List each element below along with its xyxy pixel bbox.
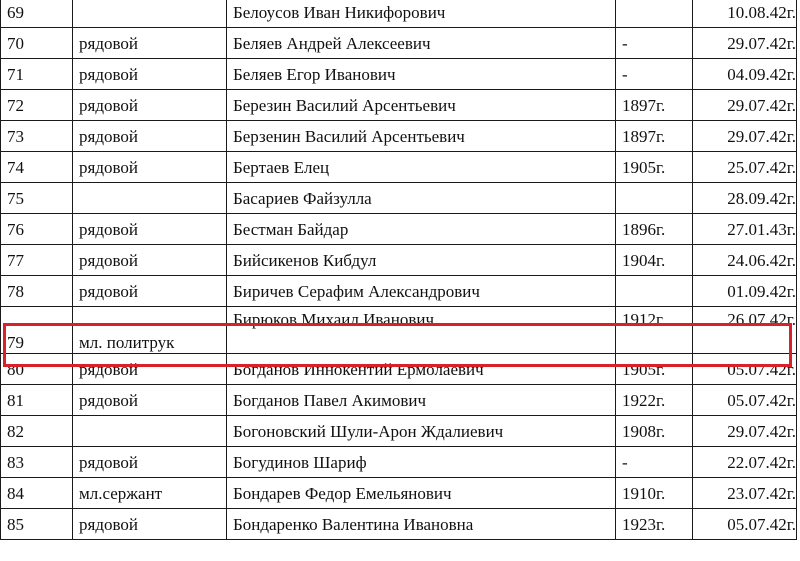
row-name: Богданов Павел Акимович <box>227 385 616 416</box>
row-rank: рядовой <box>73 509 227 540</box>
row-rank: рядовой <box>73 152 227 183</box>
row-number: 79 <box>1 307 73 354</box>
row-year: 1923г. <box>616 509 693 540</box>
table-row <box>1 245 797 276</box>
row-number: 77 <box>1 245 73 276</box>
row-rank: мл. политрук <box>73 307 227 354</box>
row-date: 28.09.42г. <box>693 183 797 214</box>
row-year: 1912г. <box>616 307 693 354</box>
row-rank: рядовой <box>73 245 227 276</box>
row-year: 1908г. <box>616 416 693 447</box>
row-date: 01.09.42г. <box>693 276 797 307</box>
row-number: 70 <box>1 28 73 59</box>
table-row <box>1 121 797 152</box>
row-name: Беляев Егор Иванович <box>227 59 616 90</box>
table-row <box>1 416 797 447</box>
row-number: 78 <box>1 276 73 307</box>
table-row <box>1 478 797 509</box>
row-date: 23.07.42г. <box>693 478 797 509</box>
row-year: 1904г. <box>616 245 693 276</box>
row-date: 27.01.43г. <box>693 214 797 245</box>
row-year: - <box>616 447 693 478</box>
row-year: 1896г. <box>616 214 693 245</box>
row-name: Бертаев Елец <box>227 152 616 183</box>
row-rank: рядовой <box>73 121 227 152</box>
row-number: 84 <box>1 478 73 509</box>
row-number: 69 <box>1 0 73 28</box>
table-row <box>1 59 797 90</box>
table-row <box>1 90 797 121</box>
table-row-highlighted <box>1 307 797 354</box>
row-number: 83 <box>1 447 73 478</box>
row-date: 29.07.42г. <box>693 28 797 59</box>
row-name: Берзенин Василий Арсентьевич <box>227 121 616 152</box>
row-date: 29.07.42г. <box>693 121 797 152</box>
row-rank <box>73 0 227 28</box>
table-row <box>1 152 797 183</box>
row-number: 80 <box>1 354 73 385</box>
row-date: 22.07.42г. <box>693 447 797 478</box>
row-rank: рядовой <box>73 447 227 478</box>
row-rank: рядовой <box>73 90 227 121</box>
row-number: 72 <box>1 90 73 121</box>
row-year: 1905г. <box>616 354 693 385</box>
row-date: 05.07.42г. <box>693 385 797 416</box>
row-year <box>616 0 693 28</box>
row-number: 82 <box>1 416 73 447</box>
table-row <box>1 509 797 540</box>
row-name: Басариев Файзулла <box>227 183 616 214</box>
table-row <box>1 0 797 28</box>
table-row <box>1 183 797 214</box>
row-name: Белоусов Иван Никифорович <box>227 0 616 28</box>
row-year: - <box>616 28 693 59</box>
row-rank <box>73 183 227 214</box>
table-row <box>1 354 797 385</box>
row-rank: рядовой <box>73 385 227 416</box>
row-rank: рядовой <box>73 59 227 90</box>
row-number: 76 <box>1 214 73 245</box>
row-name: Березин Василий Арсентьевич <box>227 90 616 121</box>
row-year: 1910г. <box>616 478 693 509</box>
row-date: 24.06.42г. <box>693 245 797 276</box>
row-year <box>616 183 693 214</box>
row-year: 1897г. <box>616 121 693 152</box>
row-name: Богданов Иннокентий Ермолаевич <box>227 354 616 385</box>
row-year: 1905г. <box>616 152 693 183</box>
row-name: Богудинов Шариф <box>227 447 616 478</box>
row-date: 25.07.42г. <box>693 152 797 183</box>
row-date: 26.07.42г. <box>693 307 797 354</box>
row-year: 1897г. <box>616 90 693 121</box>
row-rank: рядовой <box>73 354 227 385</box>
row-number: 81 <box>1 385 73 416</box>
row-name: Биричев Серафим Александрович <box>227 276 616 307</box>
row-number: 74 <box>1 152 73 183</box>
row-rank: рядовой <box>73 276 227 307</box>
row-name: Бондаренко Валентина Ивановна <box>227 509 616 540</box>
row-name: Бийсикенов Кибдул <box>227 245 616 276</box>
row-year: - <box>616 59 693 90</box>
row-number: 85 <box>1 509 73 540</box>
table-row <box>1 276 797 307</box>
row-name: Бестман Байдар <box>227 214 616 245</box>
row-rank: мл.сержант <box>73 478 227 509</box>
row-rank: рядовой <box>73 28 227 59</box>
row-name: Богоновский Шули-Арон Ждалиевич <box>227 416 616 447</box>
table-row <box>1 28 797 59</box>
table-row <box>1 447 797 478</box>
row-year <box>616 276 693 307</box>
row-name: Бондарев Федор Емельянович <box>227 478 616 509</box>
row-number: 75 <box>1 183 73 214</box>
table-row <box>1 385 797 416</box>
row-date: 04.09.42г. <box>693 59 797 90</box>
row-rank <box>73 416 227 447</box>
row-date: 05.07.42г. <box>693 509 797 540</box>
row-date: 10.08.42г. <box>693 0 797 28</box>
row-year: 1922г. <box>616 385 693 416</box>
row-number: 73 <box>1 121 73 152</box>
row-rank: рядовой <box>73 214 227 245</box>
row-name: Бирюков Михаил Иванович <box>227 307 616 354</box>
row-name: Беляев Андрей Алексеевич <box>227 28 616 59</box>
row-date: 29.07.42г. <box>693 90 797 121</box>
row-date: 05.07.42г. <box>693 354 797 385</box>
table-row <box>1 214 797 245</box>
row-date: 29.07.42г. <box>693 416 797 447</box>
row-number: 71 <box>1 59 73 90</box>
